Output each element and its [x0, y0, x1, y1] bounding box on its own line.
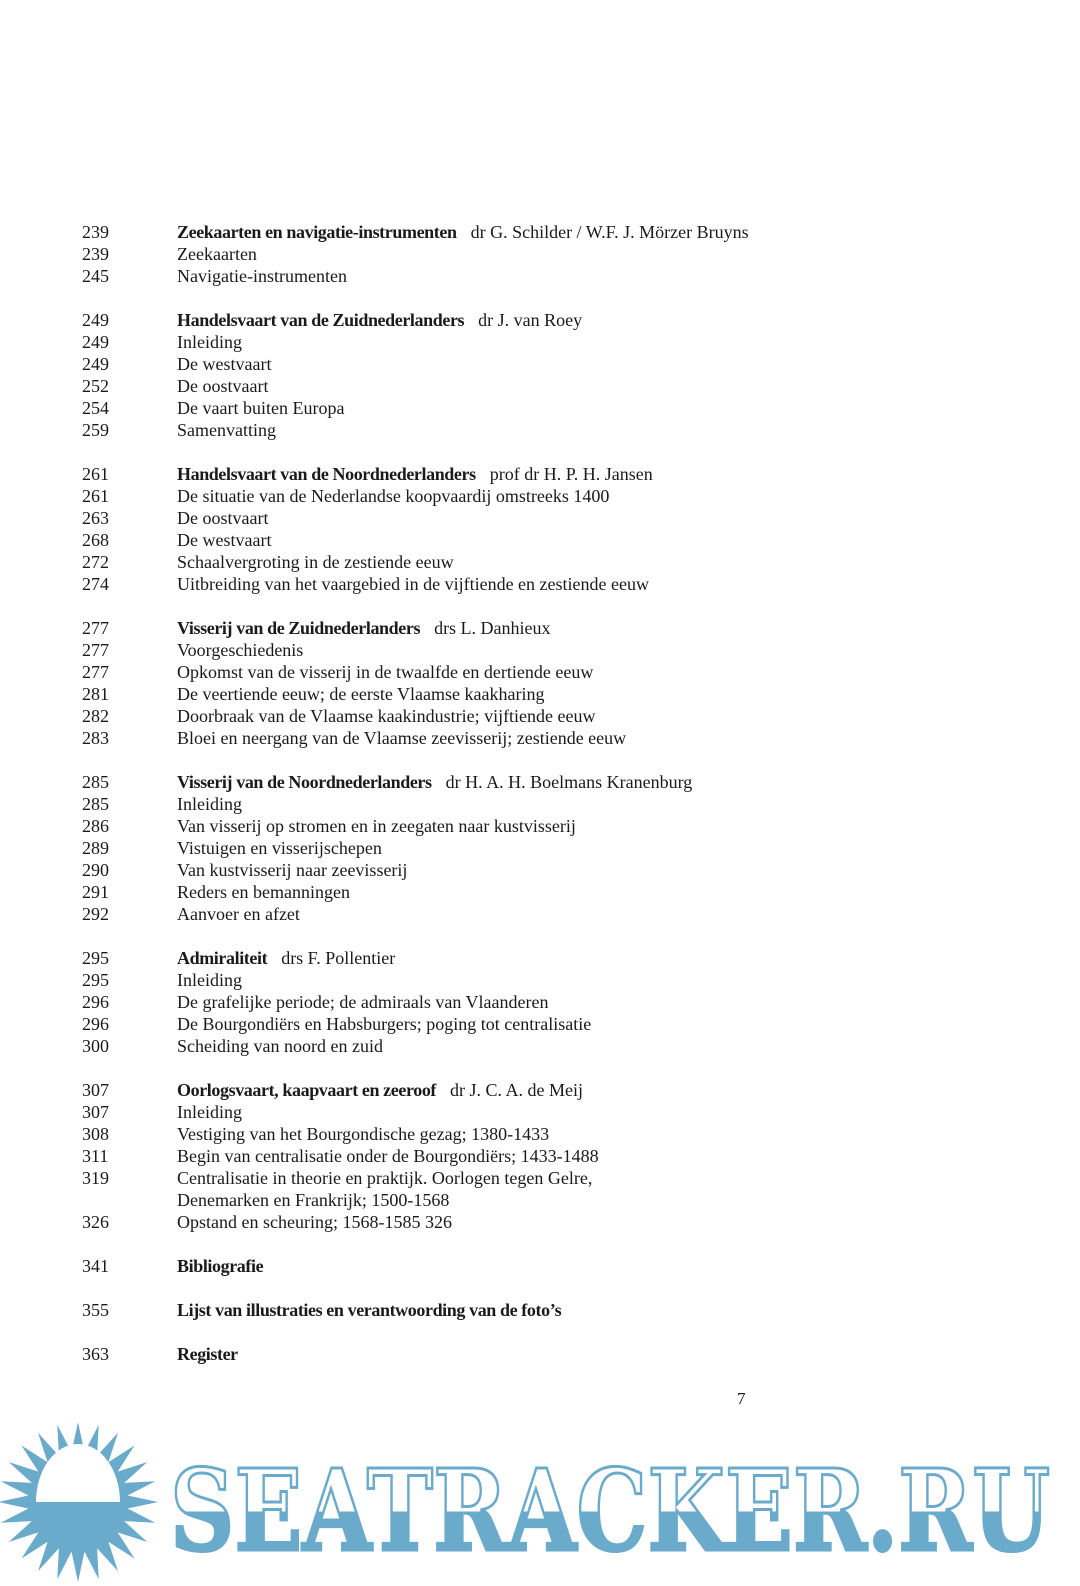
page-ref: 300 — [82, 1036, 109, 1056]
page-ref: 281 — [82, 684, 109, 704]
page-ref: 291 — [82, 882, 109, 902]
entry-title: De oostvaart — [177, 376, 269, 396]
page-ref: 277 — [82, 618, 109, 638]
chapter-author: drs F. Pollentier — [281, 948, 396, 968]
toc-entry — [0, 1211, 1080, 1233]
entry-title: Inleiding — [177, 970, 242, 990]
entry-title: Voorgeschiedenis — [177, 640, 304, 660]
entry-title: Bloei en neergang van de Vlaamse zeevisserij; zestiende eeuw — [177, 728, 627, 748]
page-ref: 285 — [82, 794, 109, 814]
toc-section — [0, 463, 1080, 595]
page-ref: 259 — [82, 420, 109, 440]
entry-title: Begin van centralisatie onder de Bourgondiërs; 1433-1488 — [177, 1146, 599, 1166]
seatracker-watermark-logo — [0, 1414, 1080, 1586]
chapter-author: dr G. Schilder / W.F. J. Mörzer Bruyns — [470, 222, 749, 242]
toc-entry — [0, 793, 1080, 815]
entry-title: Aanvoer en afzet — [177, 904, 300, 924]
toc-entry — [0, 1123, 1080, 1145]
entry-title: Centralisatie in theorie en praktijk. Oorlogen tegen Gelre, — [177, 1168, 593, 1188]
toc-entry — [0, 243, 1080, 265]
page-ref: 277 — [82, 662, 109, 682]
entry-title: De westvaart — [177, 530, 272, 550]
toc-entry — [0, 815, 1080, 837]
entry-title: Vestiging van het Bourgondische gezag; 1380-1433 — [177, 1124, 550, 1144]
page-ref — [0, 1189, 177, 1211]
toc-entry — [0, 1101, 1080, 1123]
page-ref: 307 — [82, 1102, 109, 1122]
page-ref: 249 — [82, 332, 109, 352]
page-ref: 268 — [82, 530, 109, 550]
entry-title: Inleiding — [177, 1102, 242, 1122]
page-ref: 252 — [82, 376, 109, 396]
chapter-title: Lijst van illustraties en verantwoording van de foto’s — [177, 1300, 562, 1320]
page-ref: 283 — [82, 728, 109, 748]
toc-heading-row — [0, 309, 1080, 331]
page-ref: 272 — [82, 552, 109, 572]
entry-title: De vaart buiten Europa — [177, 398, 345, 418]
page-ref: 289 — [82, 838, 109, 858]
entry-title: Van visserij op stromen en in zeegaten naar kustvisserij — [177, 816, 576, 836]
entry-title: De oostvaart — [177, 508, 269, 528]
toc-section — [0, 771, 1080, 925]
page-ref: 307 — [82, 1080, 109, 1100]
entry-title: Reders en bemanningen — [177, 882, 350, 902]
page-ref: 308 — [82, 1124, 109, 1144]
chapter-title: Oorlogsvaart, kaapvaart en zeeroof — [177, 1080, 437, 1100]
toc-section — [0, 221, 1080, 287]
entry-title: Vistuigen en visserijschepen — [177, 838, 382, 858]
page-ref: 296 — [82, 1014, 109, 1034]
page-ref: 239 — [82, 244, 109, 264]
toc-entry — [0, 1035, 1080, 1057]
entry-title: De situatie van de Nederlandse koopvaardij omstreeks 1400 — [177, 486, 610, 506]
toc-entry — [0, 859, 1080, 881]
toc-entry — [0, 881, 1080, 903]
chapter-author: dr J. C. A. de Meij — [450, 1080, 584, 1100]
toc-entry — [0, 1189, 1080, 1211]
entry-title: Inleiding — [177, 794, 242, 814]
page-ref: 285 — [82, 772, 109, 792]
page-ref: 363 — [82, 1344, 109, 1364]
page-ref: 311 — [82, 1146, 109, 1166]
toc-entry — [0, 969, 1080, 991]
toc-entry — [0, 837, 1080, 859]
sun-icon — [0, 1422, 158, 1582]
chapter-title: Handelsvaart van de Noordnederlanders — [177, 464, 476, 484]
toc-section — [0, 1079, 1080, 1233]
page-ref: 341 — [82, 1256, 109, 1276]
chapter-title: Visserij van de Noordnederlanders — [177, 772, 432, 792]
toc-entry — [0, 507, 1080, 529]
toc-entry — [0, 903, 1080, 925]
entry-title: Denemarken en Frankrijk; 1500-1568 — [177, 1190, 450, 1210]
chapter-author: prof dr H. P. H. Jansen — [489, 464, 653, 484]
toc-entry — [0, 529, 1080, 551]
entry-title: Samenvatting — [177, 420, 276, 440]
chapter-author: dr H. A. H. Boelmans Kranenburg — [445, 772, 693, 792]
toc-entry — [0, 397, 1080, 419]
toc-section — [0, 1255, 1080, 1277]
page-ref: 249 — [82, 310, 109, 330]
entry-title: Opkomst van de visserij in de twaalfde en dertiende eeuw — [177, 662, 594, 682]
page-ref: 319 — [82, 1168, 109, 1188]
page-ref: 295 — [82, 948, 109, 968]
toc-entry — [0, 331, 1080, 353]
page-ref: 239 — [82, 222, 109, 242]
page-ref: 263 — [82, 508, 109, 528]
entry-title: Opstand en scheuring; 1568-1585 326 — [177, 1212, 452, 1232]
toc-section — [0, 617, 1080, 749]
table-of-contents — [0, 221, 1080, 1387]
toc-section — [0, 1343, 1080, 1365]
page-ref: 292 — [82, 904, 109, 924]
entry-title: De westvaart — [177, 354, 272, 374]
chapter-title: Zeekaarten en navigatie-instrumenten — [177, 222, 457, 242]
toc-heading-row — [0, 771, 1080, 793]
entry-title: De grafelijke periode; de admiraals van Vlaanderen — [177, 992, 549, 1012]
page-ref: 254 — [82, 398, 109, 418]
page-ref: 286 — [82, 816, 109, 836]
toc-entry — [0, 419, 1080, 441]
watermark-text: SEATRACKER.RU — [170, 1446, 1050, 1577]
toc-entry — [0, 991, 1080, 1013]
page-ref: 277 — [82, 640, 109, 660]
chapter-title: Admiraliteit — [177, 948, 268, 968]
page-number: 7 — [737, 1389, 746, 1408]
chapter-author: dr J. van Roey — [478, 310, 583, 330]
page-ref: 249 — [82, 354, 109, 374]
chapter-title: Bibliografie — [177, 1256, 264, 1276]
toc-section — [0, 947, 1080, 1057]
toc-entry — [0, 1013, 1080, 1035]
toc-section — [0, 1299, 1080, 1321]
entry-title: Scheiding van noord en zuid — [177, 1036, 383, 1056]
entry-title: Uitbreiding van het vaargebied in de vijftiende en zestiende eeuw — [177, 574, 649, 594]
page-ref: 355 — [82, 1300, 109, 1320]
entry-title: Schaalvergroting in de zestiende eeuw — [177, 552, 454, 572]
chapter-title: Visserij van de Zuidnederlanders — [177, 618, 421, 638]
page-ref: 261 — [82, 464, 109, 484]
toc-section — [0, 309, 1080, 441]
toc-entry — [0, 375, 1080, 397]
page-ref: 274 — [82, 574, 109, 594]
toc-entry — [0, 265, 1080, 287]
toc-heading-row — [0, 1255, 1080, 1277]
toc-entry — [0, 1167, 1080, 1189]
toc-heading-row — [0, 221, 1080, 243]
chapter-title: Handelsvaart van de Zuidnederlanders — [177, 310, 465, 330]
entry-title: Navigatie-instrumenten — [177, 266, 347, 286]
toc-heading-row — [0, 947, 1080, 969]
entry-title: Inleiding — [177, 332, 242, 352]
entry-title: De Bourgondiërs en Habsburgers; poging tot centralisatie — [177, 1014, 592, 1034]
page-ref: 296 — [82, 992, 109, 1012]
toc-entry — [0, 1145, 1080, 1167]
toc-heading-row — [0, 1079, 1080, 1101]
entry-title: Van kustvisserij naar zeevisserij — [177, 860, 408, 880]
toc-entry — [0, 683, 1080, 705]
toc-entry — [0, 661, 1080, 683]
toc-entry — [0, 485, 1080, 507]
page-ref: 261 — [82, 486, 109, 506]
page-ref: 295 — [82, 970, 109, 990]
chapter-title: Register — [177, 1344, 238, 1364]
toc-heading-row — [0, 1343, 1080, 1365]
toc-entry — [0, 639, 1080, 661]
toc-heading-row — [0, 463, 1080, 485]
toc-entry — [0, 727, 1080, 749]
toc-heading-row — [0, 617, 1080, 639]
entry-title: Zeekaarten — [177, 244, 257, 264]
entry-title: De veertiende eeuw; de eerste Vlaamse kaakharing — [177, 684, 545, 704]
page-ref: 282 — [82, 706, 109, 726]
page-ref: 290 — [82, 860, 109, 880]
toc-heading-row — [0, 1299, 1080, 1321]
page-ref: 245 — [82, 266, 109, 286]
toc-entry — [0, 551, 1080, 573]
chapter-author: drs L. Danhieux — [434, 618, 551, 638]
entry-title: Doorbraak van de Vlaamse kaakindustrie; vijftiende eeuw — [177, 706, 596, 726]
toc-entry — [0, 353, 1080, 375]
page-ref: 326 — [82, 1212, 109, 1232]
toc-entry — [0, 573, 1080, 595]
toc-entry — [0, 705, 1080, 727]
